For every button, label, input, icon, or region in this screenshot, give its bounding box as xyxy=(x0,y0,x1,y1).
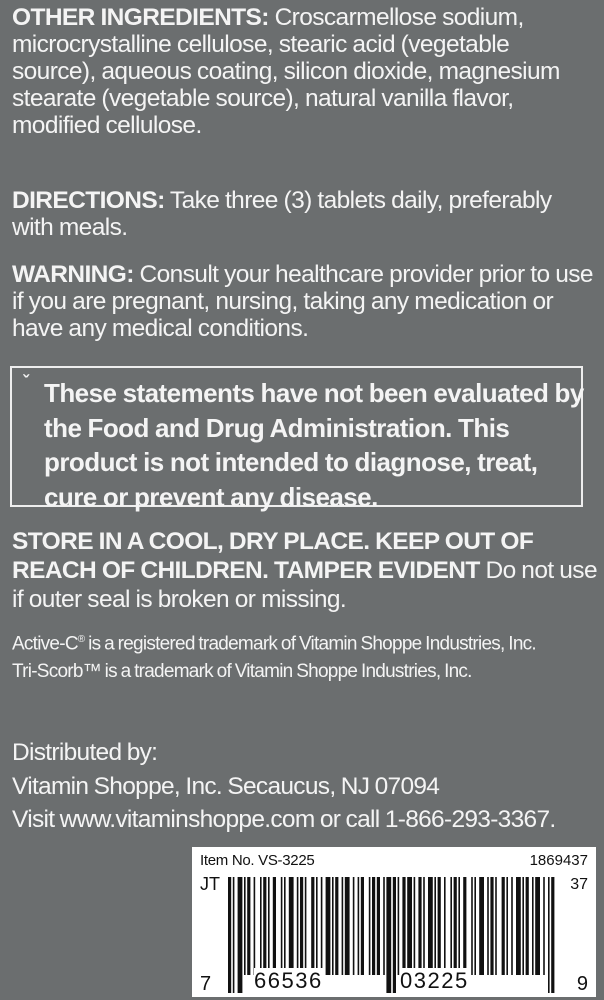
barcode-bar xyxy=(233,877,235,993)
barcode-bar xyxy=(511,877,513,975)
storage-section xyxy=(12,527,598,614)
active-c-trademark-text: is a registered trademark of Vitamin Shoppe Industries, Inc. xyxy=(88,633,536,655)
barcode-bar xyxy=(260,877,262,975)
barcode-bar xyxy=(551,877,554,993)
barcode-bar xyxy=(454,877,457,975)
other-ingredients-section xyxy=(12,4,598,139)
barcode-bar xyxy=(263,877,266,975)
storage-text: Do not use if outer seal is broken or missing. xyxy=(12,557,597,613)
barcode-bar xyxy=(434,877,436,975)
barcode-bar xyxy=(326,877,331,975)
barcode-bar xyxy=(332,877,334,975)
barcode-bar xyxy=(532,877,534,975)
barcode-bar xyxy=(474,877,476,975)
barcode-bar xyxy=(487,877,489,975)
barcode-bar xyxy=(471,877,473,975)
disclaimer-mark: ˇ xyxy=(23,372,29,392)
barcode-bar xyxy=(463,877,466,975)
barcode-bar xyxy=(479,877,484,975)
barcode-bar xyxy=(506,877,508,975)
barcode-bar xyxy=(247,877,250,975)
barcode-bar xyxy=(321,877,323,975)
distributor-address: Vitamin Shoppe, Inc. Secaucus, NJ 07094 xyxy=(12,773,440,800)
barcode-side-code: JT xyxy=(200,874,220,894)
barcode-bar xyxy=(414,877,416,975)
directions-section xyxy=(12,187,598,241)
upc-first-digit: 7 xyxy=(200,973,212,995)
barcode-bar xyxy=(398,877,400,975)
barcode-bar xyxy=(361,877,364,975)
barcode-bar xyxy=(438,877,441,975)
other-ingredients-heading: OTHER INGREDIENTS: xyxy=(12,4,269,31)
barcode-bar xyxy=(273,877,276,975)
barcode-bar xyxy=(516,877,521,975)
barcode-bar xyxy=(393,877,396,993)
distributor-contact: Visit www.vitaminshoppe.com or call 1-866-293-3367. xyxy=(12,806,556,833)
barcode-bar xyxy=(254,877,256,975)
barcode-bar xyxy=(386,877,391,993)
upc-right-digits: 03225 xyxy=(400,968,469,993)
barcode-label xyxy=(192,847,596,997)
barcode-bar xyxy=(377,877,380,975)
fda-disclaimer-text: These statements have not been evaluated by the Food and Drug Administration. This product is not intended to diagnose, treat, cure or prevent any disease. xyxy=(44,378,584,512)
barcode-bar xyxy=(402,877,405,975)
barcode-bar xyxy=(345,877,350,975)
barcode-bar xyxy=(543,877,545,975)
directions-text: Take three (3) tablets daily, preferably with meals. xyxy=(12,187,552,241)
warning-text: Consult your healthcare provider prior to use if you are pregnant, nursing, taking any medication or have any medical conditions. xyxy=(12,261,593,342)
directions-heading: DIRECTIONS: xyxy=(12,187,165,214)
barcode-bar xyxy=(372,877,375,975)
barcode-side-number: 37 xyxy=(570,876,588,893)
barcode-bar xyxy=(407,877,412,975)
upc-left-digits: 66536 xyxy=(254,968,323,993)
barcode-bar xyxy=(490,877,493,975)
distributed-by-label: Distributed by: xyxy=(12,739,158,766)
barcode-bar xyxy=(244,877,246,975)
barcode-bar xyxy=(502,877,505,975)
barcode-item-number: Item No. VS-3225 xyxy=(200,852,315,869)
active-c-name: Active-C xyxy=(12,633,78,655)
barcode-bar xyxy=(495,877,497,975)
barcode-bar xyxy=(358,877,360,975)
barcode-bar xyxy=(228,877,231,993)
barcode-bar xyxy=(311,877,314,975)
barcode-bar xyxy=(316,877,318,975)
barcode-bar xyxy=(450,877,452,975)
barcode-bar xyxy=(418,877,421,975)
warning-section xyxy=(12,261,598,342)
barcode-bar xyxy=(444,877,446,975)
barcode-bar xyxy=(284,877,286,975)
tri-scorb-trademark: Tri-Scorb™ is a trademark of Vitamin Shoppe Industries, Inc. xyxy=(12,661,472,682)
barcode-product-number: 1869437 xyxy=(529,852,588,869)
barcode-bar xyxy=(369,877,371,975)
active-c-trademark xyxy=(12,625,602,659)
barcode-bar xyxy=(526,877,529,975)
other-ingredients-text: Croscarmellose sodium, microcrystalline cellulose, stearic acid (vegetable source), aqueous coating, silicon dioxide, magnesium stearate (vegetable source), natural vanilla flavor, modified cellulose. xyxy=(12,4,560,139)
fda-disclaimer-box xyxy=(10,366,584,512)
barcode-bar xyxy=(268,877,270,975)
barcode-bar xyxy=(383,877,385,975)
barcode-bar xyxy=(423,877,425,975)
barcode-bar xyxy=(289,877,294,975)
storage-heading: STORE IN A COOL, DRY PLACE. KEEP OUT OF REACH OF CHILDREN. TAMPER EVIDENT xyxy=(12,528,534,584)
barcode-bar xyxy=(342,877,344,975)
barcode-bar xyxy=(305,877,307,975)
barcode-bar xyxy=(300,877,303,975)
barcode-bar xyxy=(535,877,540,975)
barcode-bar xyxy=(335,877,338,975)
barcode-bar xyxy=(428,877,433,975)
barcode-bar xyxy=(297,877,299,975)
barcode-bar xyxy=(522,877,524,975)
barcode-bar xyxy=(548,877,550,993)
barcode-bar xyxy=(353,877,355,975)
upc-check-digit: 9 xyxy=(576,973,588,995)
warning-heading: WARNING: xyxy=(12,261,134,288)
barcode-bar xyxy=(281,877,283,975)
registered-mark: ® xyxy=(77,634,85,645)
barcode-bar xyxy=(458,877,460,975)
barcode-bar xyxy=(238,877,243,993)
